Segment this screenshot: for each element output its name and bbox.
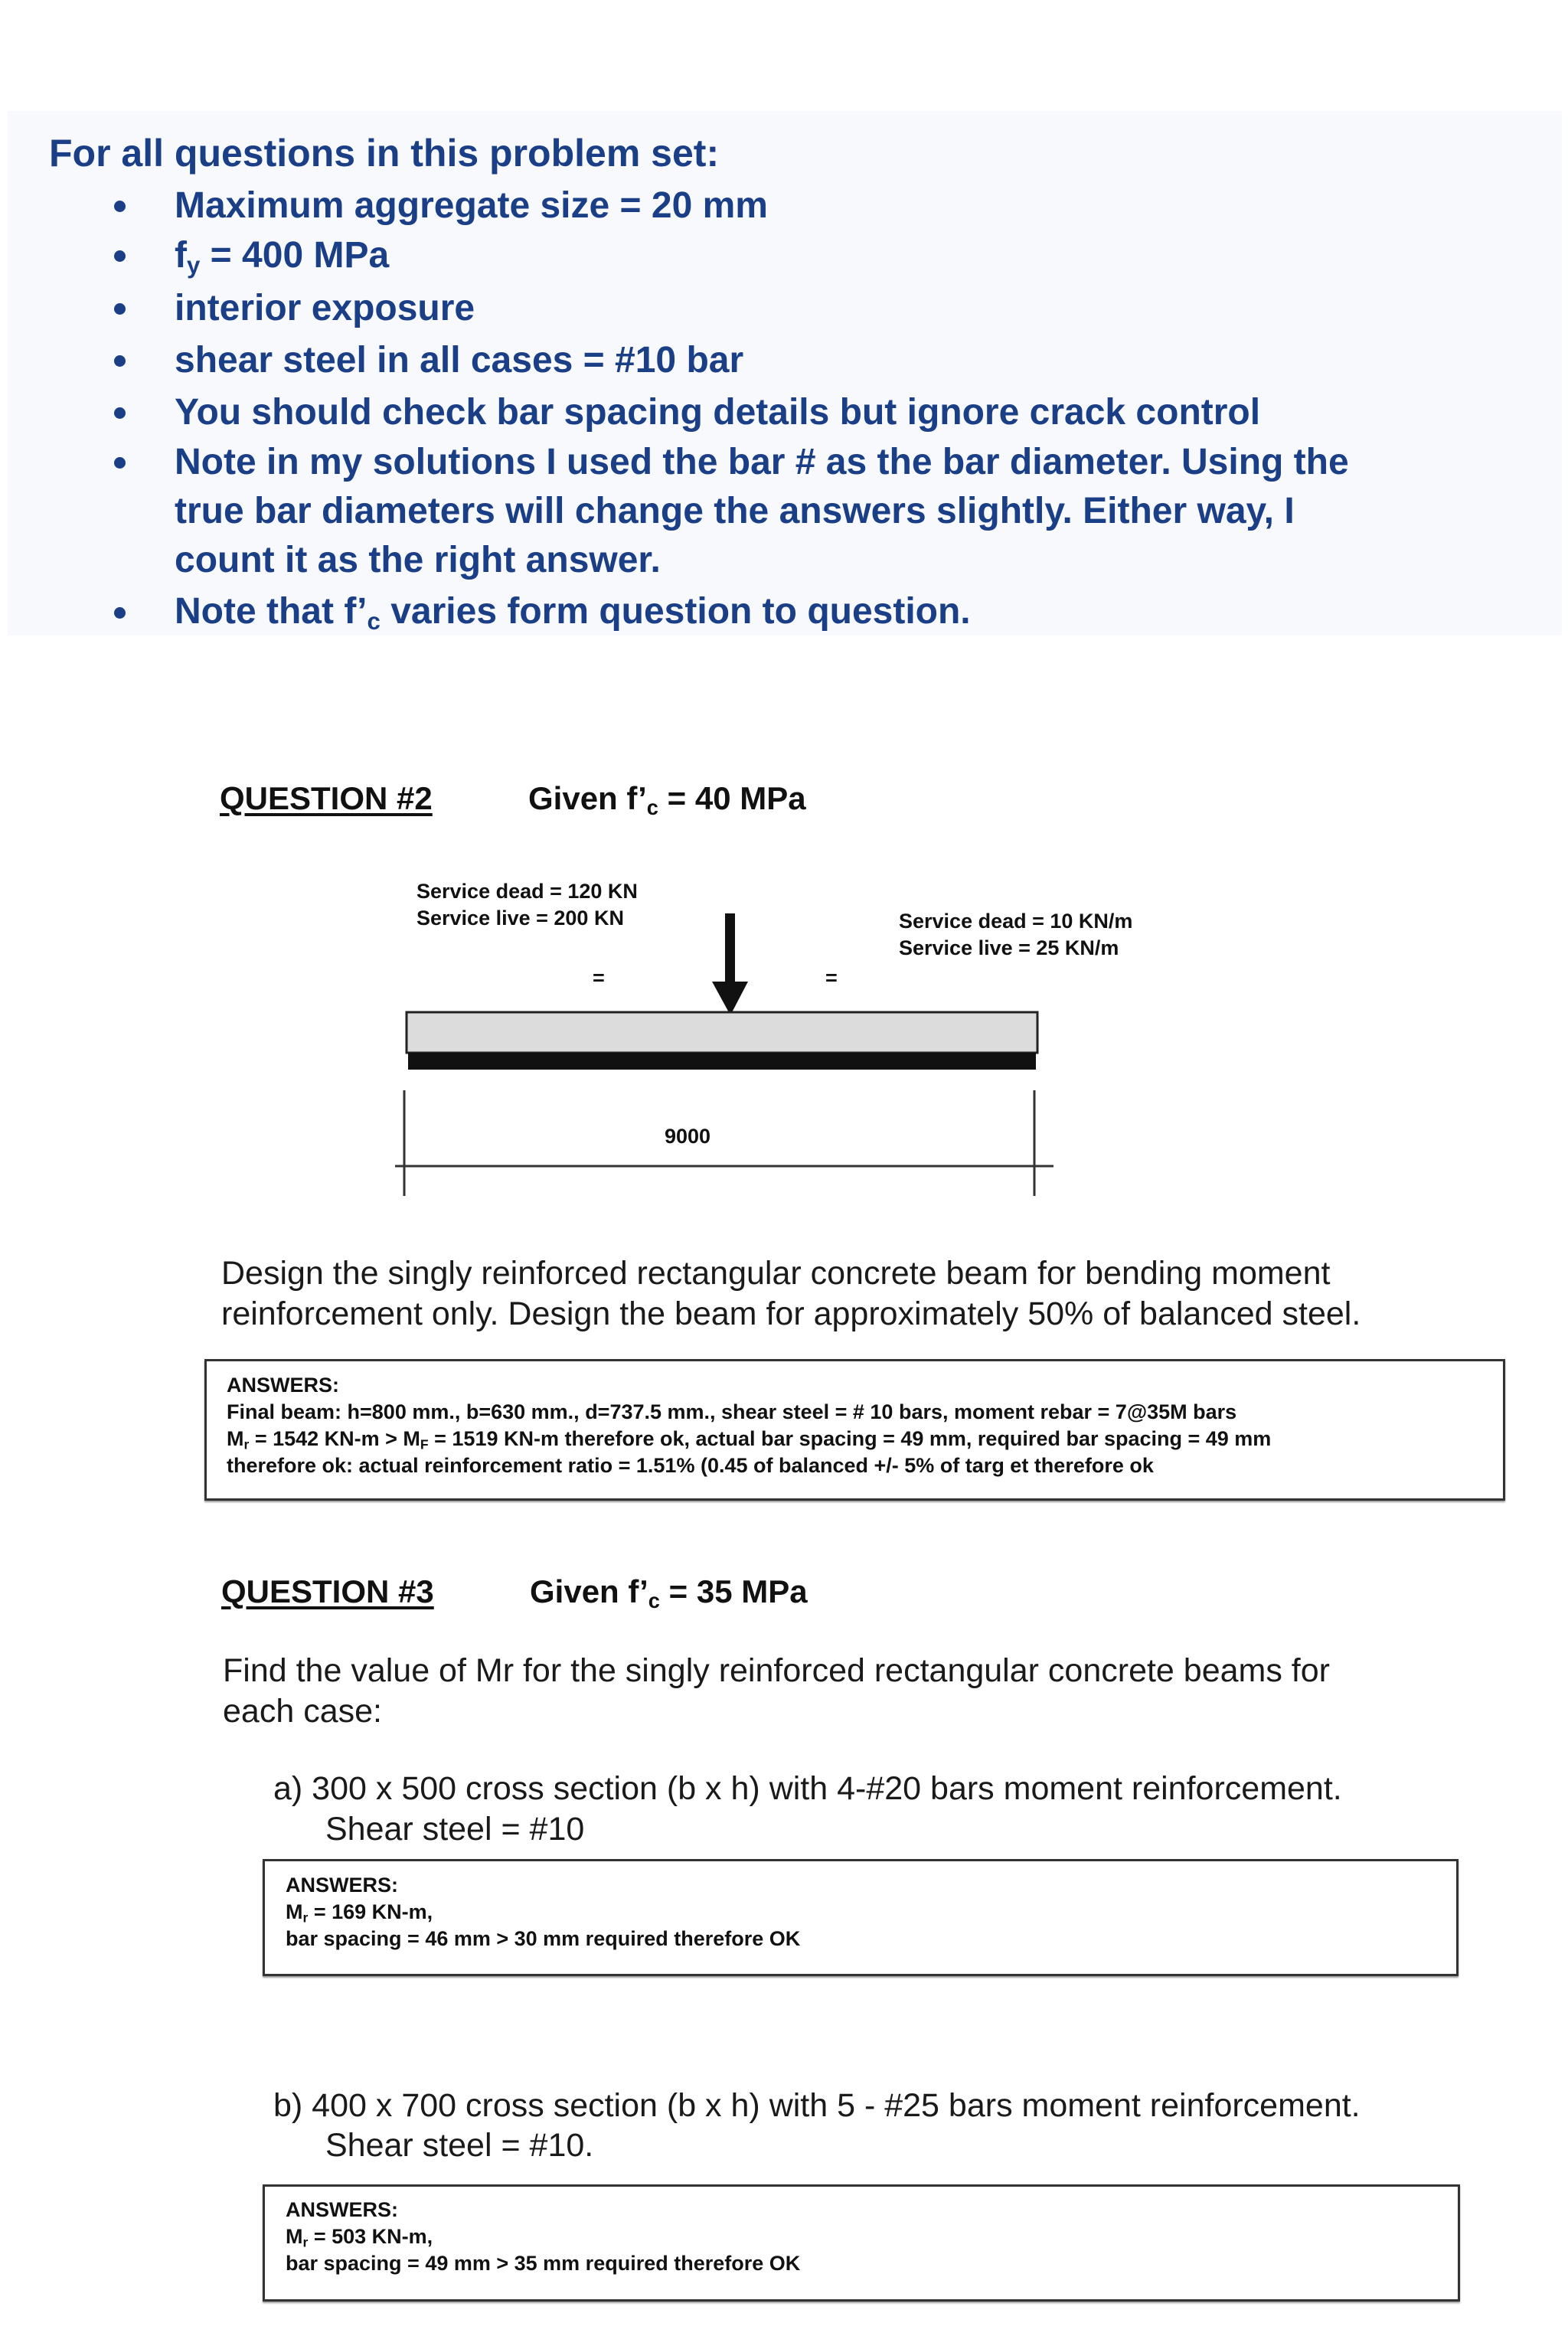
point-load-dead: Service dead = 120 KN — [416, 880, 638, 903]
fc-note-pre: Note that f’ — [175, 591, 368, 632]
q2-description-line2: reinforcement only. Design the beam for approximately 50% of balanced steel. — [221, 1295, 1361, 1332]
fy-subscript: y — [186, 251, 201, 279]
q2-answer-line1: Final beam: h=800 mm., b=630 mm., d=737.5 mm., shear steel = # 10 bars, moment rebar = 7@35M bars — [227, 1400, 1237, 1423]
q2-given-pre: Given f’ — [528, 780, 647, 816]
q3-description-line1: Find the value of Mr for the singly reinforced rectangular concrete beams for — [223, 1652, 1330, 1689]
q3-description-line2: each case: — [223, 1693, 382, 1730]
case-b-spacing: bar spacing = 49 mm > 35 mm required therefore OK — [286, 2252, 801, 2275]
fc-note-post: varies form question to question. — [380, 591, 971, 632]
case-a-line2: Shear steel = #10 — [325, 1811, 585, 1848]
case-b-mr-value: = 503 KN-m, — [308, 2225, 433, 2248]
bullet-note-line3: count it as the right answer. — [175, 540, 661, 580]
mr-sub: r — [302, 2234, 309, 2250]
case-a-mr-value: = 169 KN-m, — [308, 1900, 433, 1923]
q2-answer-line2-rest: = 1519 KN-m therefore ok, actual bar spacing = 49 mm, required bar spacing = 49 mm — [428, 1427, 1272, 1450]
bullet-exposure: interior exposure — [175, 288, 475, 328]
bullet-note-line2: true bar diameters will change the answers slightly. Either way, I — [175, 491, 1295, 531]
q2-given-post: = 40 MPa — [658, 780, 806, 816]
mr-symbol: M — [286, 1900, 303, 1923]
answers-label: ANSWERS: — [286, 2198, 398, 2221]
q2-title-text: QUESTION #2 — [220, 780, 433, 816]
q2-answer-line2 — [227, 1426, 1271, 1452]
answers-label: ANSWERS: — [227, 1374, 339, 1397]
q3-given-pre: Given f’ — [530, 1573, 648, 1609]
equal-mark-left: = — [593, 966, 605, 989]
mr-sub: r — [302, 1910, 309, 1926]
q3-title — [221, 1573, 434, 1611]
distributed-load-live: Service live = 25 KN/m — [899, 936, 1119, 959]
fy-value: = 400 MPa — [200, 235, 390, 276]
fc-subscript: c — [367, 607, 381, 635]
case-a-line1: a) 300 x 500 cross section (b x h) with 4-#20 bars moment reinforcement. — [273, 1770, 1342, 1807]
q2-given-sub: c — [646, 795, 658, 819]
q3-given-sub: c — [648, 1588, 660, 1612]
q2-answer-line3: therefore ok: actual reinforcement ratio = 1.51% (0.45 of balanced +/- 5% of targ et therefore ok — [227, 1454, 1154, 1477]
distributed-load-dead: Service dead = 10 KN/m — [899, 910, 1133, 933]
case-b-line1: b) 400 x 700 cross section (b x h) with 5 - #25 bars moment reinforcement. — [273, 2087, 1361, 2124]
mr-symbol: M — [286, 2225, 303, 2248]
span-dimension: 9000 — [665, 1125, 711, 1148]
equal-mark-right: = — [825, 966, 838, 989]
answers-label: ANSWERS: — [286, 1874, 398, 1897]
q2-description-line1: Design the singly reinforced rectangular concrete beam for bending moment — [221, 1255, 1331, 1292]
general-heading: For all questions in this problem set: — [49, 132, 720, 175]
case-b-mr — [286, 2223, 433, 2250]
case-a-answers-box — [263, 1859, 1459, 1976]
case-b-line2: Shear steel = #10. — [325, 2127, 594, 2164]
q3-given-post: = 35 MPa — [659, 1573, 808, 1609]
case-b-answers-box — [263, 2184, 1460, 2302]
bullet-bar-spacing: You should check bar spacing details but ignore crack control — [175, 392, 1261, 433]
beam-support-band — [408, 1053, 1036, 1070]
case-a-mr — [286, 1899, 433, 1926]
fy-symbol: f — [175, 235, 187, 276]
mf-sub: F — [420, 1436, 429, 1452]
mr-symbol: M — [227, 1427, 244, 1450]
mr-sub: r — [243, 1436, 250, 1452]
q3-given — [530, 1573, 808, 1611]
beam-body — [407, 1012, 1037, 1053]
bullet-note-line1: Note in my solutions I used the bar # as the bar diameter. Using the — [175, 442, 1349, 482]
case-a-spacing: bar spacing = 46 mm > 30 mm required therefore OK — [286, 1927, 801, 1950]
point-load-live: Service live = 200 KN — [416, 907, 624, 929]
q2-answers-box — [204, 1359, 1505, 1501]
q3-title-text: QUESTION #3 — [221, 1573, 434, 1609]
point-load-arrow-icon — [712, 913, 748, 1015]
mf-text: = 1542 KN-m > M — [249, 1427, 420, 1450]
bullet-aggregate: Maximum aggregate size = 20 mm — [175, 185, 768, 226]
bullet-shear-steel: shear steel in all cases = #10 bar — [175, 340, 744, 381]
